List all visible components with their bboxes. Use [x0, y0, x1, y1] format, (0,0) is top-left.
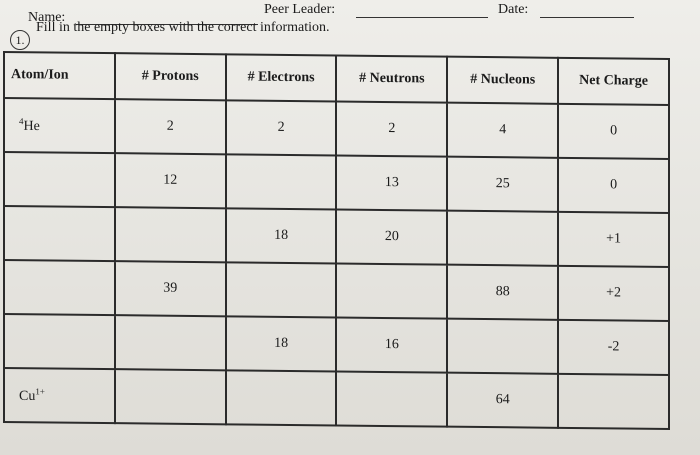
protons-cell[interactable]: 39	[115, 261, 226, 316]
question-number: 1.	[10, 30, 30, 50]
net-charge-cell[interactable]: +1	[558, 212, 669, 267]
nucleons-cell[interactable]	[447, 211, 558, 266]
neutrons-cell[interactable]: 2	[336, 101, 447, 156]
table-header-row	[4, 52, 669, 105]
nucleons-cell[interactable]: 64	[447, 373, 558, 428]
protons-cell[interactable]	[115, 207, 226, 262]
neutrons-cell[interactable]	[336, 371, 447, 426]
protons-cell[interactable]	[115, 315, 226, 370]
net-charge-cell[interactable]: +2	[558, 266, 669, 321]
atom-cell[interactable]	[4, 368, 115, 423]
nucleons-cell[interactable]: 25	[447, 157, 558, 212]
electrons-cell[interactable]	[226, 262, 337, 317]
question-text: Fill in the empty boxes with the correct information.	[36, 20, 330, 35]
electrons-cell[interactable]	[226, 370, 337, 425]
net-charge-cell[interactable]: -2	[558, 320, 669, 375]
protons-cell[interactable]: 2	[115, 99, 226, 154]
electrons-cell[interactable]: 18	[226, 208, 337, 263]
neutrons-cell[interactable]: 13	[336, 155, 447, 210]
date-blank-line	[540, 17, 634, 18]
name-label: Name:	[28, 10, 66, 25]
electrons-cell[interactable]: 18	[226, 316, 337, 371]
column-header-nucleons: # Nucleons	[447, 57, 558, 104]
electrons-cell[interactable]: 2	[226, 100, 337, 155]
nucleons-cell[interactable]	[447, 319, 558, 374]
column-header-net-charge: Net Charge	[558, 58, 669, 105]
date-label: Date:	[498, 2, 529, 17]
net-charge-cell[interactable]	[558, 374, 669, 429]
column-header-atom: Atom/Ion	[4, 52, 115, 99]
table-row	[4, 314, 669, 375]
table-row	[4, 206, 669, 267]
protons-cell[interactable]	[115, 369, 226, 424]
table-row	[4, 368, 669, 429]
neutrons-cell[interactable]: 16	[336, 317, 447, 372]
net-charge-cell[interactable]: 0	[558, 104, 669, 159]
peer-leader-blank-line	[356, 17, 488, 18]
net-charge-cell[interactable]: 0	[558, 158, 669, 213]
table-row	[4, 260, 669, 321]
atom-cell[interactable]	[4, 152, 115, 207]
atom-symbol: Cu	[19, 388, 36, 404]
table-row	[4, 98, 669, 159]
atom-symbol: He	[23, 118, 40, 134]
column-header-neutrons: # Neutrons	[336, 55, 447, 102]
atom-cell[interactable]	[4, 98, 115, 153]
atom-table-wrapper	[3, 51, 670, 418]
table-row	[4, 152, 669, 213]
neutrons-cell[interactable]	[336, 263, 447, 318]
column-header-electrons: # Electrons	[226, 54, 337, 101]
electrons-cell[interactable]	[226, 154, 337, 209]
atom-cell[interactable]	[4, 260, 115, 315]
nucleons-cell[interactable]: 88	[447, 265, 558, 320]
atom-cell[interactable]	[4, 206, 115, 261]
column-header-protons: # Protons	[115, 53, 226, 100]
mass-number: 4	[19, 115, 24, 126]
ion-charge: 1+	[35, 386, 45, 397]
nucleons-cell[interactable]: 4	[447, 103, 558, 158]
atom-table	[3, 51, 670, 430]
neutrons-cell[interactable]: 20	[336, 209, 447, 264]
peer-leader-label: Peer Leader:	[264, 2, 336, 17]
atom-cell[interactable]	[4, 314, 115, 369]
protons-cell[interactable]: 12	[115, 153, 226, 208]
